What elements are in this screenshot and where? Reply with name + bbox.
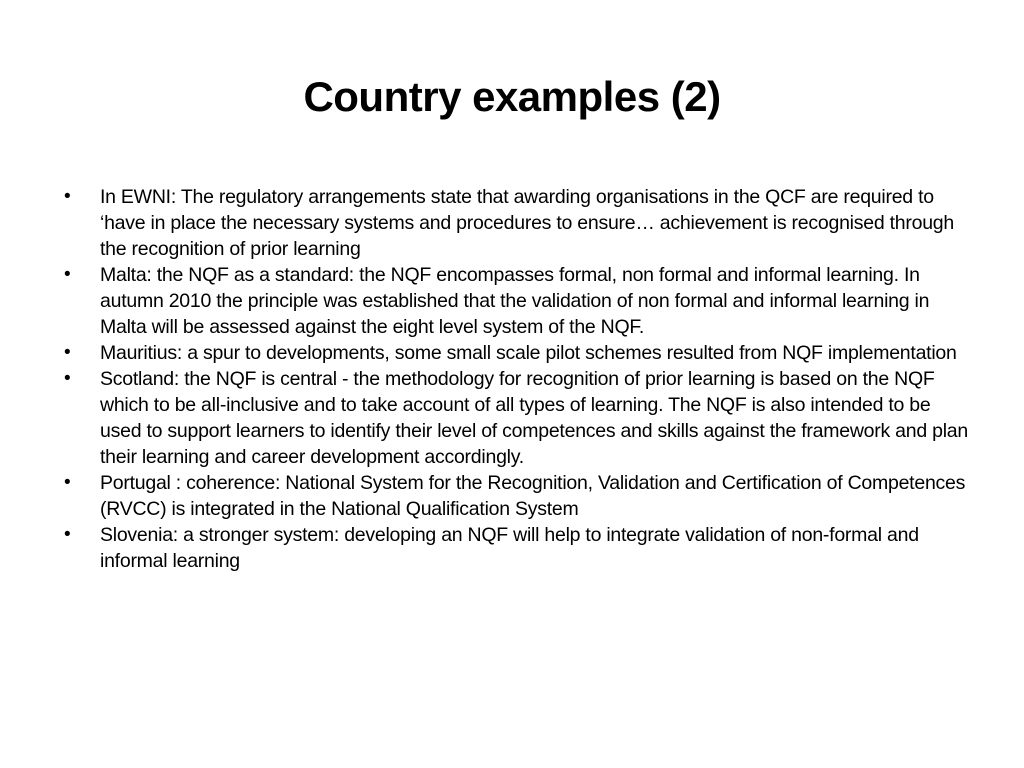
- bullet-list: [60, 184, 970, 574]
- bullet-item-malta: [60, 262, 970, 340]
- bullet-text: Scotland: the NQF is central - the methodology for recognition of prior learning is based on the NQF which to be all-inclusive and to take account of all types of learning. The NQF is also intended to be used to support learners to identify their level of competences and skills against the framework and plan their learning and career development accordingly.: [100, 368, 968, 468]
- bullet-item-slovenia: [60, 522, 970, 574]
- bullet-icon: •: [64, 264, 71, 285]
- bullet-text: Malta: the NQF as a standard: the NQF encompasses formal, non formal and informal learning. In autumn 2010 the principle was established that the validation of non formal and informal learning in Malta will be assessed against the eight level system of the NQF.: [100, 264, 930, 338]
- bullet-icon: •: [64, 472, 71, 493]
- bullet-item-ewni: [60, 184, 970, 262]
- bullet-icon: •: [64, 342, 71, 363]
- bullet-item-portugal: [60, 470, 970, 522]
- bullet-icon: •: [64, 368, 71, 389]
- bullet-text: In EWNI: The regulatory arrangements state that awarding organisations in the QCF are required to ‘have in place the necessary systems and procedures to ensure… achievement is recognised through the recognition of prior learning: [100, 186, 954, 260]
- bullet-item-mauritius: [60, 340, 970, 366]
- bullet-text: Mauritius: a spur to developments, some small scale pilot schemes resulted from NQF implementation: [100, 342, 957, 364]
- bullet-item-scotland: [60, 366, 970, 470]
- slide-title: Country examples (2): [303, 73, 721, 120]
- bullet-icon: •: [64, 186, 71, 207]
- bullet-icon: •: [64, 524, 71, 545]
- bullet-text: Slovenia: a stronger system: developing an NQF will help to integrate validation of non-formal and informal learning: [100, 524, 919, 572]
- bullet-text: Portugal : coherence: National System for the Recognition, Validation and Certification of Competences (RVCC) is integrated in the National Qualification System: [100, 472, 966, 520]
